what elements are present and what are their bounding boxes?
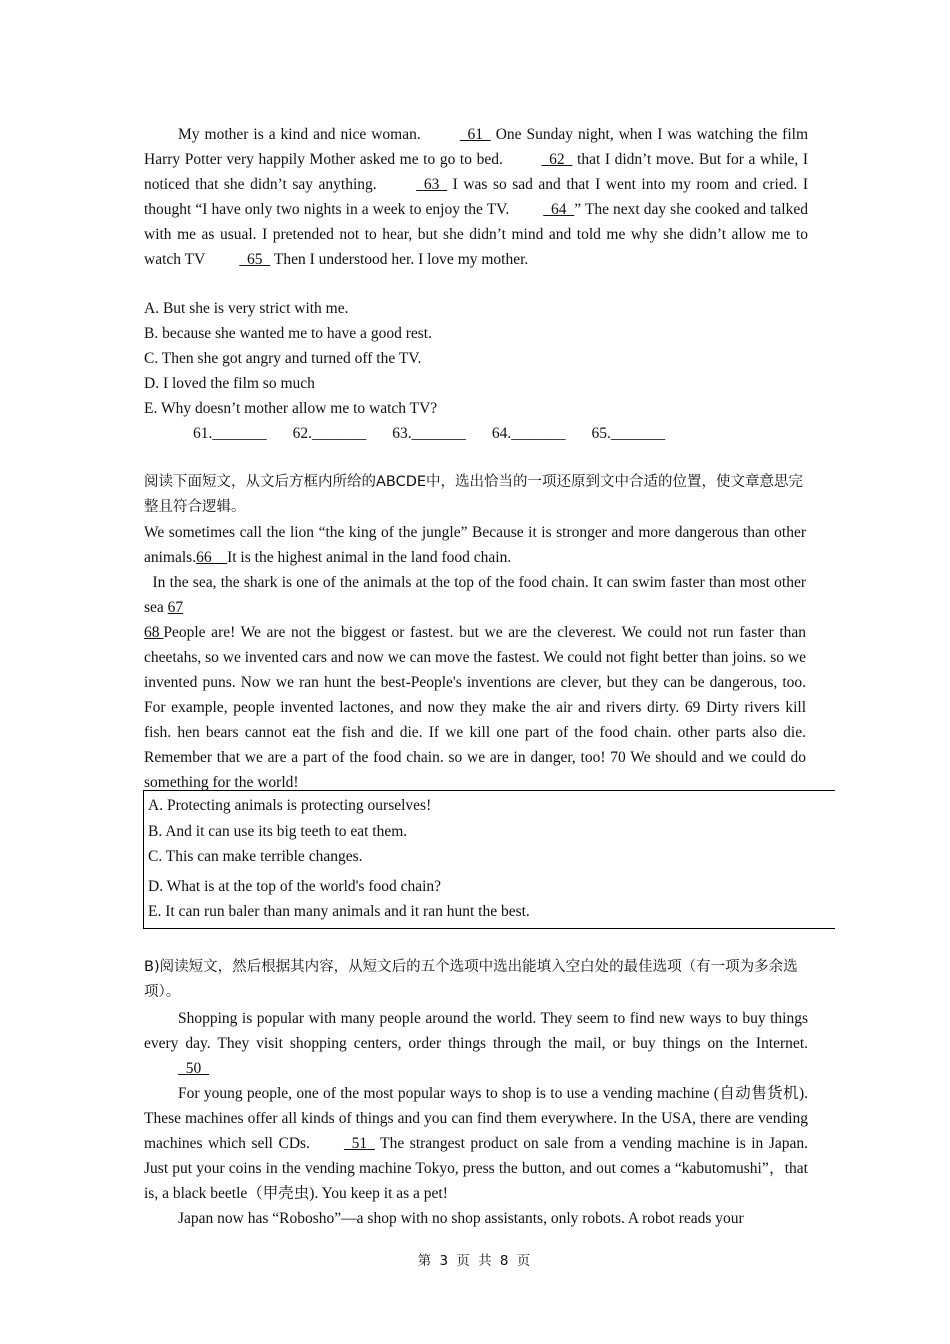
instruction-3: B)阅读短文，然后根据其内容，从短文后的五个选项中选出能填入空白处的最佳选项（有一项为多余选项）。 — [144, 959, 798, 1000]
passage-2 — [144, 520, 806, 795]
blank-62: 62 — [549, 151, 565, 168]
passage-1-text: My mother is a kind and nice woman. — [178, 126, 421, 143]
answer-65: 65._______ — [591, 425, 666, 442]
passage-2-text: People are! We are not the biggest or fastest. but we are the cleverest. We could not run faster than cheetahs, so we invented cars and now we can move the fastest. We could not fight better than joins. so we invented puns. Now we ran hunt the best-People's inventions are clever, but they can be dangerous, too. For example, people invented lactones, and now they make the air and rivers dirty. 69 Dirty rivers kill fish. hen bears cannot eat the fish and die. If we kill one part of the food chain. other parts also die. Remember that we are a part of the food chain. so we are in danger, too! 70 We should and we could do something for the world! — [144, 624, 806, 791]
box-option-c: C. This can make terrible changes. — [148, 848, 363, 865]
blank-51: 51 — [351, 1135, 368, 1152]
passage-1-text: Then I understood her. I love my mother. — [273, 251, 529, 268]
passage-1-text: One Sunday night, when I was watching the film Harry Potter very happily Mother asked me to go to bed. — [144, 126, 809, 168]
blank-65: 65 — [247, 251, 263, 268]
blank-64: 64 — [550, 201, 567, 218]
passage-2-text: It is the highest animal in the land food chain. — [227, 549, 512, 566]
blank-66: 66 — [196, 549, 212, 566]
blank-68: 68 — [144, 624, 160, 641]
page-footer: 第 3 页 共 8 页 — [417, 1253, 533, 1269]
answer-line-1 — [193, 421, 691, 446]
passage-1-text: that I didn’t move. But for a while, I noticed that she didn’t say anything. — [144, 151, 809, 193]
blank-63: 63 — [423, 176, 440, 193]
passage-2-text: We sometimes call the lion “the king of the jungle” Because it is stronger and more dangerous than other animals. — [144, 524, 806, 566]
option-c: C. Then she got angry and turned off the TV. — [144, 350, 422, 367]
passage-1-text: I was so sad and that I went into my room and cried. I thought “I have only two nights in a week to enjoy the TV. — [144, 176, 808, 218]
passage-3 — [144, 1006, 808, 1231]
answer-64: 64._______ — [491, 425, 566, 442]
instruction-2: 阅读下面短文，从文后方框内所给的ABCDE中，选出恰当的一项还原到文中合适的位置，使文章意思完整且符合逻辑。 — [144, 474, 804, 515]
answer-61: 61._______ — [193, 425, 267, 442]
option-a: A. But she is very strict with me. — [144, 300, 349, 317]
passage-3-para-3: Japan now has “Robosho”—a shop with no shop assistants, only robots. A robot reads your — [178, 1210, 744, 1227]
passage-1 — [144, 122, 808, 272]
passage-3-para-1: Shopping is popular with many people around the world. They seem to find new ways to buy things every day. They visit shopping centers, order things through the mail, or buy things on the Internet. 50 — [144, 1006, 808, 1081]
box-option-e: E. It can run baler than many animals and it ran hunt the best. — [148, 903, 530, 920]
option-d: D. I loved the film so much — [144, 375, 315, 392]
blank-61: 61 — [467, 126, 483, 143]
box-option-b: B. And it can use its big teeth to eat them. — [148, 823, 408, 840]
options-list-1 — [144, 296, 808, 421]
option-b: B. because she wanted me to have a good rest. — [144, 325, 432, 342]
passage-3-para-2: For young people, one of the most popular ways to shop is to use a vending machine (自动售货机). These machines offer all kinds of things and you can find them everywhere. In the USA, there are vending machines which sell CDs. 51 The strangest product on sale from a vending machine is in Japan. Just put your coins in the vending machine Tokyo, press the button, and out comes a “kabutomushi”，that is, a black beetle（甲壳虫). You keep it as a pet! — [144, 1085, 808, 1202]
box-option-a: A. Protecting animals is protecting ourselves! — [148, 797, 432, 814]
option-e: E. Why doesn’t mother allow me to watch TV? — [144, 400, 438, 417]
options-box-2 — [143, 790, 835, 929]
blank-67: 67 — [167, 599, 184, 616]
passage-1-text: ” The next day she cooked and talked with me as usual. I pretended not to hear, but she didn’t mind and told me why she didn’t allow me to watch TV — [144, 201, 808, 268]
box-option-d: D. What is at the top of the world's food chain? — [148, 878, 442, 895]
answer-62: 62._______ — [292, 425, 367, 442]
passage-2-text: In the sea, the shark is one of the animals at the top of the food chain. It can swim faster than most other sea — [144, 574, 807, 616]
blank-50: 50 — [185, 1060, 202, 1077]
answer-63: 63._______ — [392, 425, 466, 442]
